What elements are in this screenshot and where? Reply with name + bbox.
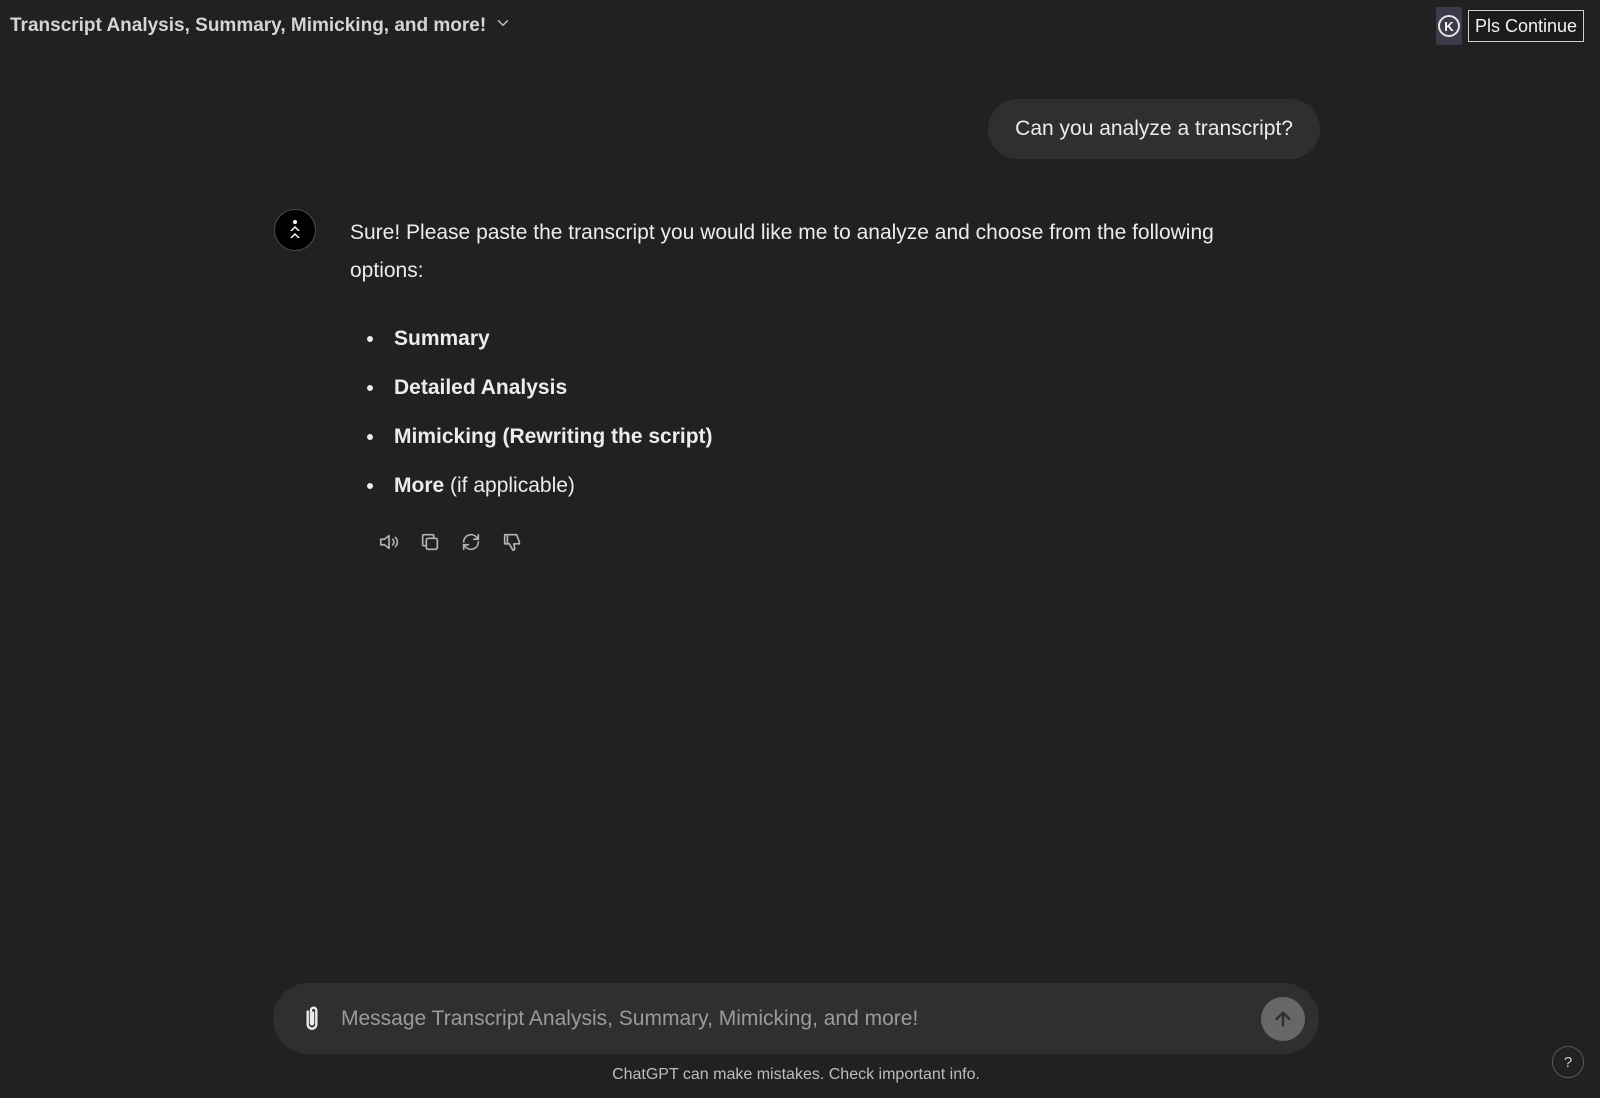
user-message-text: Can you analyze a transcript? — [1015, 117, 1293, 140]
extension-logo-icon: K — [1438, 15, 1460, 37]
copy-icon — [419, 531, 441, 553]
paperclip-icon — [299, 1005, 325, 1033]
extension-badge[interactable] — [1436, 7, 1462, 45]
message-input[interactable] — [341, 999, 1261, 1039]
message-actions — [376, 529, 524, 554]
arrow-up-icon — [1272, 1008, 1294, 1030]
help-button[interactable]: ? — [1552, 1046, 1584, 1078]
list-item: Detailed Analysis — [350, 363, 1280, 412]
read-aloud-icon — [378, 531, 400, 553]
regenerate-icon — [460, 531, 482, 553]
message-composer — [273, 983, 1319, 1054]
copy-button[interactable] — [417, 529, 442, 554]
gpt-logo-icon — [285, 219, 305, 241]
conversation-title: Transcript Analysis, Summary, Mimicking, and more! — [10, 15, 487, 36]
options-list — [350, 314, 1280, 510]
send-button[interactable] — [1261, 997, 1305, 1041]
list-item: Mimicking (Rewriting the script) — [350, 412, 1280, 461]
assistant-avatar — [274, 209, 316, 251]
thumbs-down-icon — [501, 531, 523, 553]
user-message-bubble — [988, 99, 1320, 159]
extension-area — [1436, 7, 1584, 45]
read-aloud-button[interactable] — [376, 529, 401, 554]
list-item: More (if applicable) — [350, 461, 1280, 510]
conversation-title-dropdown[interactable] — [10, 14, 512, 38]
list-item: Summary — [350, 314, 1280, 363]
assistant-message — [350, 214, 1280, 510]
continue-button[interactable]: Pls Continue — [1468, 10, 1584, 42]
assistant-intro: Sure! Please paste the transcript you would like me to analyze and choose from the following options: — [350, 221, 1214, 282]
disclaimer-text: ChatGPT can make mistakes. Check important info. — [612, 1066, 980, 1083]
attach-button[interactable] — [297, 1004, 327, 1034]
chevron-down-icon — [494, 14, 512, 38]
thumbs-down-button[interactable] — [499, 529, 524, 554]
regenerate-button[interactable] — [458, 529, 483, 554]
